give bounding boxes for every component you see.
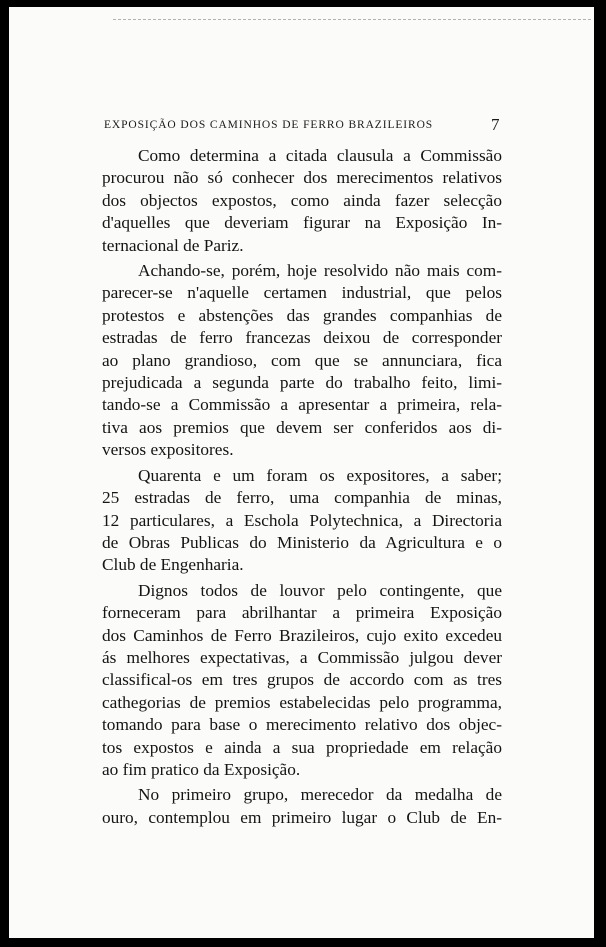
text-line: tos expostos e ainda a sua propriedade em relação	[102, 737, 502, 757]
text-line: de Obras Publicas do Ministerio da Agricultura e o	[102, 532, 502, 552]
text-line: 12 particulares, a Eschola Polytechnica, a Directoria	[102, 510, 502, 530]
text-line: ás melhores expectativas, a Commissão julgou dever	[102, 647, 502, 667]
body-text	[102, 145, 502, 829]
text-line: Club de Engenharia.	[102, 555, 244, 575]
text-line: d'aquelles que deveriam figurar na Exposição In-	[102, 213, 502, 233]
text-line: dos objectos expostos, como ainda fazer selecção	[102, 190, 502, 210]
text-line: ouro, contemplou em primeiro lugar o Club de En-	[102, 807, 502, 827]
text-line: estradas de ferro francezas deixou de corresponder	[102, 328, 502, 348]
text-line: Dignos todos de louvor pelo contingente, que	[138, 580, 502, 600]
paragraph	[102, 465, 502, 577]
text-line: procurou não só conhecer dos merecimentos relativos	[102, 168, 502, 188]
text-line: ao plano grandioso, com que se annunciara, fica	[102, 350, 502, 370]
text-line: dos Caminhos de Ferro Brazileiros, cujo exito excedeu	[102, 625, 502, 645]
text-line: tomando para base o merecimento relativo dos objec-	[102, 715, 502, 735]
text-line: No primeiro grupo, merecedor da medalha de	[138, 785, 502, 805]
text-line: tiva aos premios que devem ser conferidos aos di-	[102, 417, 502, 437]
text-line: classifical-os em tres grupos de accordo com as tres	[102, 670, 502, 690]
text-line: protestos e abstenções das grandes companhias de	[102, 305, 502, 325]
text-line: forneceram para abrilhantar a primeira Exposição	[102, 603, 502, 623]
paragraph	[102, 260, 502, 462]
text-line: cathegorias de premios estabelecidas pelo programma,	[102, 692, 502, 712]
text-line: prejudicada a segunda parte do trabalho feito, limi-	[102, 373, 502, 393]
paragraph	[102, 784, 502, 829]
text-line: ternacional de Pariz.	[102, 235, 244, 255]
top-edge-rule	[113, 19, 591, 20]
paragraph	[102, 145, 502, 257]
running-head: EXPOSIÇÃO DOS CAMINHOS DE FERRO BRAZILEIROS	[104, 119, 434, 131]
text-line: ao fim pratico da Exposição.	[102, 759, 301, 779]
book-page	[9, 7, 594, 938]
page-number: 7	[491, 115, 500, 134]
text-line: Quarenta e um foram os expositores, a saber;	[138, 465, 502, 485]
text-line: parecer-se n'aquelle certamen industrial, que pelos	[102, 283, 502, 303]
text-line: Como determina a citada clausula a Commissão	[138, 146, 502, 165]
text-line: 25 estradas de ferro, uma companhia de minas,	[102, 488, 502, 508]
text-line: versos expositores.	[102, 440, 234, 460]
text-line: Achando-se, porém, hoje resolvido não mais com-	[138, 261, 502, 281]
paragraph	[102, 580, 502, 782]
text-line: tando-se a Commissão a apresentar a primeira, rela-	[102, 395, 502, 415]
